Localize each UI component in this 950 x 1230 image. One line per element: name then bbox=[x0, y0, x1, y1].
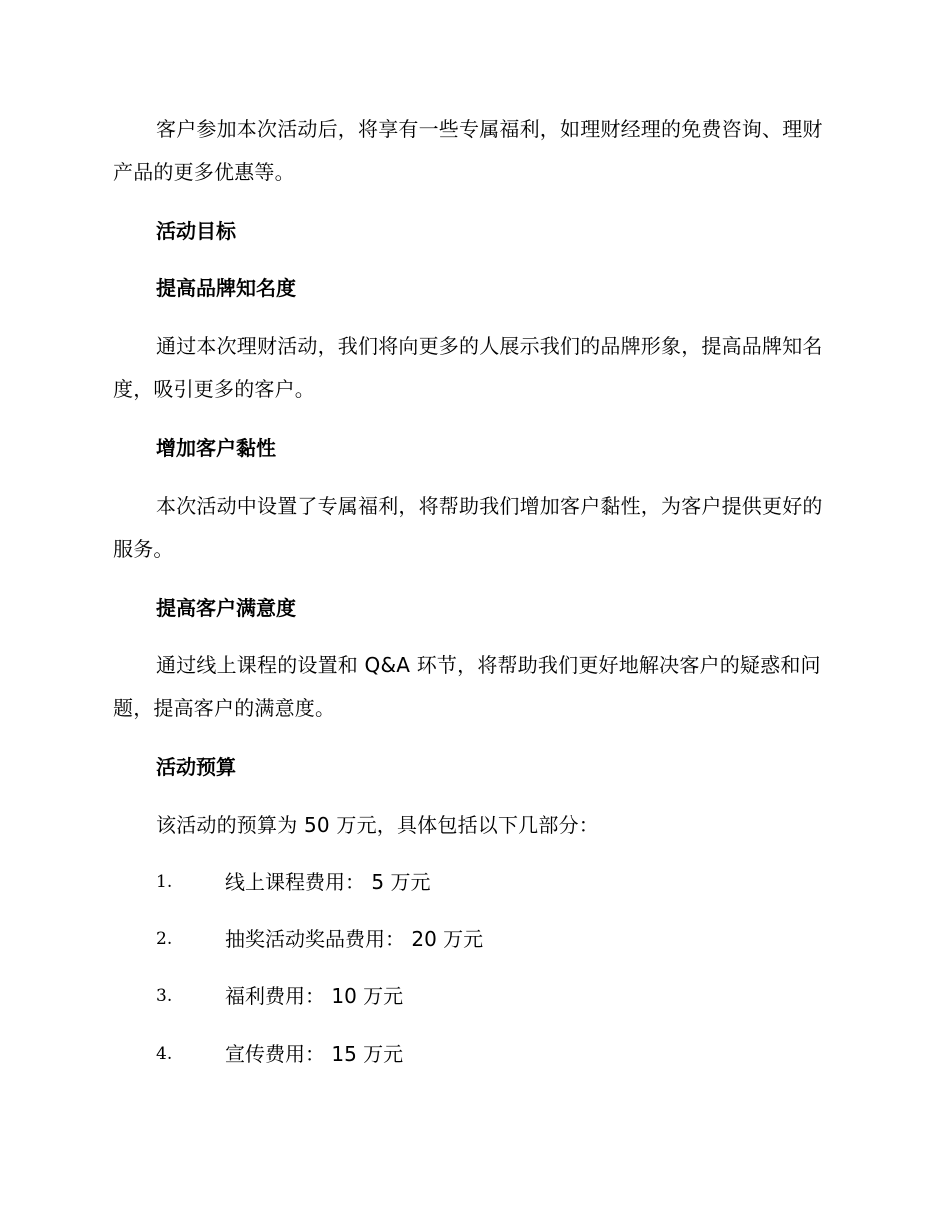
section-heading-budget: 活动预算 bbox=[156, 755, 236, 779]
list-text: 宣传费用： 15 万元 bbox=[225, 1042, 404, 1066]
subheading-loyalty: 增加客户黏性 bbox=[156, 436, 276, 460]
section-heading-goals: 活动目标 bbox=[156, 219, 236, 243]
loyalty-paragraph: 本次活动中设置了专属福利，将帮助我们增加客户黏性，为客户提供更好的服务。 bbox=[113, 494, 823, 561]
brand-paragraph: 通过本次理财活动，我们将向更多的人展示我们的品牌形象，提高品牌知名度，吸引更多的客户。 bbox=[113, 334, 823, 401]
list-number: 2. bbox=[156, 929, 173, 949]
list-text: 线上课程费用： 5 万元 bbox=[225, 870, 431, 894]
subheading-brand: 提高品牌知名度 bbox=[156, 276, 296, 300]
list-number: 4. bbox=[156, 1044, 173, 1064]
list-text: 福利费用： 10 万元 bbox=[225, 984, 404, 1008]
satisfaction-paragraph: 通过线上课程的设置和 Q&A 环节，将帮助我们更好地解决客户的疑惑和问题，提高客户的满意度。 bbox=[113, 653, 821, 720]
list-number: 1. bbox=[156, 872, 173, 892]
list-number: 3. bbox=[156, 986, 173, 1006]
subheading-satisfaction: 提高客户满意度 bbox=[156, 596, 296, 620]
intro-paragraph: 客户参加本次活动后，将享有一些专属福利，如理财经理的免费咨询、理财产品的更多优惠等。 bbox=[113, 117, 823, 184]
budget-intro-paragraph: 该活动的预算为 50 万元，具体包括以下几部分： bbox=[156, 813, 599, 837]
list-text: 抽奖活动奖品费用： 20 万元 bbox=[225, 927, 484, 951]
